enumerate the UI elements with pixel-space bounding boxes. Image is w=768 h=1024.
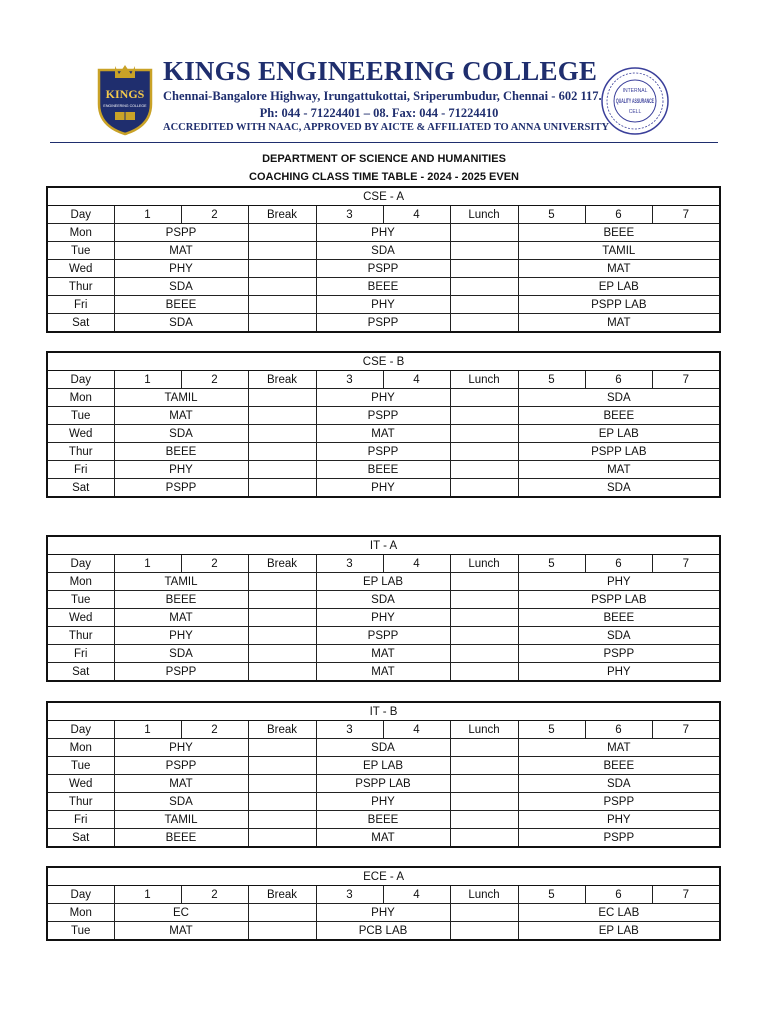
break-cell: [248, 922, 316, 941]
subject-cell: SDA: [316, 591, 450, 609]
table-row: [47, 829, 720, 848]
day-cell: Thur: [47, 627, 114, 645]
letterhead: [0, 56, 768, 146]
break-cell: [248, 443, 316, 461]
day-cell: Fri: [47, 811, 114, 829]
subject-cell: EC: [114, 904, 248, 922]
subject-cell: BEEE: [316, 811, 450, 829]
timetable-cse-a: [46, 186, 721, 333]
column-header: 7: [652, 886, 720, 904]
column-header: 5: [518, 555, 585, 573]
subject-cell: MAT: [114, 407, 248, 425]
subject-cell: SDA: [114, 793, 248, 811]
subject-cell: SDA: [518, 775, 720, 793]
break-cell: [450, 739, 518, 757]
column-header: Break: [248, 886, 316, 904]
break-cell: [450, 663, 518, 682]
table-row: [47, 739, 720, 757]
break-cell: [248, 591, 316, 609]
logo-text: KINGS: [105, 87, 145, 101]
column-header: 4: [383, 886, 450, 904]
break-cell: [450, 645, 518, 663]
break-cell: [450, 573, 518, 591]
subject-cell: PHY: [316, 224, 450, 242]
break-cell: [450, 443, 518, 461]
column-header: 5: [518, 371, 585, 389]
table-row: [47, 278, 720, 296]
seal-top-text: INTERNAL: [622, 88, 648, 94]
column-header: Lunch: [450, 721, 518, 739]
seal-bottom-text: CELL: [628, 109, 642, 115]
subject-cell: MAT: [518, 260, 720, 278]
subject-cell: TAMIL: [114, 389, 248, 407]
subject-cell: PHY: [114, 461, 248, 479]
day-cell: Thur: [47, 443, 114, 461]
table-row: [47, 793, 720, 811]
column-header: Day: [47, 721, 114, 739]
day-cell: Thur: [47, 278, 114, 296]
column-header: 6: [585, 555, 652, 573]
column-header: 7: [652, 555, 720, 573]
table-row: [47, 296, 720, 314]
subject-cell: EC LAB: [518, 904, 720, 922]
subject-cell: SDA: [518, 479, 720, 498]
column-header: 7: [652, 206, 720, 224]
column-header: 3: [316, 555, 383, 573]
subject-cell: MAT: [316, 829, 450, 848]
subject-cell: MAT: [518, 314, 720, 333]
subject-cell: MAT: [518, 461, 720, 479]
subject-cell: BEEE: [114, 829, 248, 848]
break-cell: [248, 479, 316, 498]
break-cell: [248, 757, 316, 775]
break-cell: [450, 224, 518, 242]
break-cell: [450, 278, 518, 296]
day-cell: Mon: [47, 224, 114, 242]
day-cell: Tue: [47, 407, 114, 425]
day-cell: Sat: [47, 829, 114, 848]
break-cell: [450, 609, 518, 627]
subject-cell: PHY: [316, 904, 450, 922]
column-header: 1: [114, 886, 181, 904]
subject-cell: SDA: [114, 645, 248, 663]
seal-main-text: QUALITY ASSURANCE: [616, 98, 655, 105]
subject-cell: BEEE: [518, 609, 720, 627]
subject-cell: PSPP: [316, 260, 450, 278]
day-cell: Wed: [47, 425, 114, 443]
break-cell: [248, 260, 316, 278]
table-row: [47, 425, 720, 443]
table-row: [47, 443, 720, 461]
column-header: 2: [181, 721, 248, 739]
subject-cell: PHY: [316, 296, 450, 314]
table-row: [47, 775, 720, 793]
break-cell: [450, 242, 518, 260]
column-header: 5: [518, 721, 585, 739]
subject-cell: PSPP: [114, 224, 248, 242]
break-cell: [248, 609, 316, 627]
college-crest-logo: [95, 62, 155, 136]
table-row: [47, 573, 720, 591]
break-cell: [450, 793, 518, 811]
subject-cell: MAT: [316, 645, 450, 663]
class-section-title: IT - B: [47, 702, 720, 721]
break-cell: [450, 922, 518, 941]
subject-cell: PSPP LAB: [518, 591, 720, 609]
subject-cell: TAMIL: [114, 811, 248, 829]
break-cell: [248, 425, 316, 443]
subject-cell: SDA: [518, 627, 720, 645]
subject-cell: PSPP: [316, 407, 450, 425]
break-cell: [248, 793, 316, 811]
column-header: Lunch: [450, 206, 518, 224]
break-cell: [248, 627, 316, 645]
subject-cell: MAT: [114, 609, 248, 627]
subject-cell: BEEE: [518, 407, 720, 425]
day-cell: Thur: [47, 793, 114, 811]
subject-cell: PSPP: [114, 663, 248, 682]
subject-cell: BEEE: [114, 591, 248, 609]
break-cell: [248, 829, 316, 848]
subject-cell: PHY: [316, 389, 450, 407]
table-row: [47, 609, 720, 627]
class-section-title: ECE - A: [47, 867, 720, 886]
subject-cell: PSPP: [518, 829, 720, 848]
table-row: [47, 260, 720, 278]
break-cell: [450, 904, 518, 922]
column-header: Day: [47, 886, 114, 904]
break-cell: [450, 829, 518, 848]
subject-cell: MAT: [316, 425, 450, 443]
break-cell: [248, 811, 316, 829]
timetable-title: COACHING CLASS TIME TABLE - 2024 - 2025 EVEN: [249, 171, 519, 183]
table-row: [47, 645, 720, 663]
subject-cell: PSPP LAB: [518, 443, 720, 461]
subject-cell: PSPP: [518, 793, 720, 811]
college-phone: Ph: 044 - 71224401 – 08. Fax: 044 - 71224410: [259, 106, 499, 120]
table-row: [47, 757, 720, 775]
subject-cell: PSPP: [114, 479, 248, 498]
subject-cell: PSPP: [316, 627, 450, 645]
break-cell: [248, 904, 316, 922]
break-cell: [450, 591, 518, 609]
department-title: DEPARTMENT OF SCIENCE AND HUMANITIES: [262, 153, 506, 165]
table-row: [47, 407, 720, 425]
subject-cell: PHY: [518, 573, 720, 591]
column-header: 3: [316, 721, 383, 739]
subject-cell: BEEE: [114, 296, 248, 314]
column-header: 5: [518, 886, 585, 904]
class-section-title: CSE - B: [47, 352, 720, 371]
college-address: Chennai-Bangalore Highway, Irungattukottai, Sriperumbudur, Chennai - 602 117.: [163, 89, 602, 103]
subject-cell: PHY: [114, 739, 248, 757]
column-header: 2: [181, 206, 248, 224]
table-row: [47, 904, 720, 922]
subject-cell: MAT: [114, 242, 248, 260]
table-row: [47, 591, 720, 609]
column-header: 2: [181, 555, 248, 573]
break-cell: [248, 224, 316, 242]
day-cell: Fri: [47, 645, 114, 663]
column-header: 6: [585, 371, 652, 389]
table-row: [47, 627, 720, 645]
header-row: [47, 886, 720, 904]
header-row: [47, 206, 720, 224]
header-divider: [50, 142, 718, 143]
timetable-it-a: [46, 535, 721, 682]
break-cell: [248, 663, 316, 682]
column-header: 7: [652, 721, 720, 739]
table-row: [47, 224, 720, 242]
subject-cell: PHY: [316, 793, 450, 811]
column-header: Lunch: [450, 886, 518, 904]
break-cell: [248, 573, 316, 591]
subject-cell: SDA: [518, 389, 720, 407]
day-cell: Mon: [47, 573, 114, 591]
break-cell: [450, 757, 518, 775]
day-cell: Tue: [47, 757, 114, 775]
subject-cell: TAMIL: [518, 242, 720, 260]
break-cell: [248, 242, 316, 260]
subject-cell: EP LAB: [518, 922, 720, 941]
table-row: [47, 461, 720, 479]
column-header: 3: [316, 371, 383, 389]
column-header: 6: [585, 206, 652, 224]
day-cell: Tue: [47, 591, 114, 609]
column-header: 6: [585, 886, 652, 904]
day-cell: Fri: [47, 461, 114, 479]
column-header: Break: [248, 721, 316, 739]
subject-cell: PHY: [518, 663, 720, 682]
college-name: KINGS ENGINEERING COLLEGE: [163, 56, 598, 86]
break-cell: [248, 314, 316, 333]
subject-cell: PSPP LAB: [316, 775, 450, 793]
table-row: [47, 242, 720, 260]
header-row: [47, 555, 720, 573]
subject-cell: BEEE: [316, 461, 450, 479]
table-row: [47, 389, 720, 407]
subject-cell: MAT: [114, 922, 248, 941]
subject-cell: MAT: [518, 739, 720, 757]
column-header: 1: [114, 371, 181, 389]
table-row: [47, 922, 720, 941]
break-cell: [248, 407, 316, 425]
break-cell: [248, 389, 316, 407]
timetable-cse-b: [46, 351, 721, 498]
column-header: 1: [114, 555, 181, 573]
day-cell: Sat: [47, 314, 114, 333]
subject-cell: PCB LAB: [316, 922, 450, 941]
subject-cell: BEEE: [316, 278, 450, 296]
class-section-title: CSE - A: [47, 187, 720, 206]
column-header: 2: [181, 371, 248, 389]
break-cell: [248, 296, 316, 314]
column-header: Day: [47, 371, 114, 389]
column-header: 3: [316, 206, 383, 224]
subject-cell: PHY: [518, 811, 720, 829]
subject-cell: PSPP: [316, 443, 450, 461]
logo-subtext: ENGINEERING COLLEGE: [103, 104, 147, 108]
break-cell: [248, 775, 316, 793]
day-cell: Fri: [47, 296, 114, 314]
break-cell: [450, 627, 518, 645]
subject-cell: SDA: [114, 314, 248, 333]
day-cell: Wed: [47, 260, 114, 278]
break-cell: [450, 314, 518, 333]
day-cell: Sat: [47, 479, 114, 498]
day-cell: Mon: [47, 739, 114, 757]
subject-cell: BEEE: [518, 757, 720, 775]
break-cell: [450, 389, 518, 407]
break-cell: [450, 479, 518, 498]
column-header: Lunch: [450, 555, 518, 573]
column-header: 4: [383, 721, 450, 739]
class-section-title: IT - A: [47, 536, 720, 555]
column-header: 4: [383, 371, 450, 389]
column-header: Break: [248, 206, 316, 224]
break-cell: [248, 645, 316, 663]
break-cell: [450, 461, 518, 479]
day-cell: Tue: [47, 922, 114, 941]
break-cell: [248, 461, 316, 479]
column-header: 4: [383, 206, 450, 224]
break-cell: [450, 811, 518, 829]
header-row: [47, 721, 720, 739]
break-cell: [248, 739, 316, 757]
column-header: 7: [652, 371, 720, 389]
subject-cell: PSPP: [316, 314, 450, 333]
header-row: [47, 371, 720, 389]
subject-cell: EP LAB: [518, 425, 720, 443]
break-cell: [450, 775, 518, 793]
subject-cell: EP LAB: [316, 573, 450, 591]
quality-assurance-seal: [600, 66, 670, 136]
subject-cell: PSPP LAB: [518, 296, 720, 314]
day-cell: Wed: [47, 775, 114, 793]
day-cell: Mon: [47, 389, 114, 407]
table-row: [47, 811, 720, 829]
break-cell: [248, 278, 316, 296]
column-header: 5: [518, 206, 585, 224]
table-row: [47, 314, 720, 333]
subject-cell: SDA: [316, 242, 450, 260]
subject-cell: PHY: [114, 627, 248, 645]
day-cell: Sat: [47, 663, 114, 682]
day-cell: Mon: [47, 904, 114, 922]
table-row: [47, 479, 720, 498]
subject-cell: MAT: [114, 775, 248, 793]
timetable-it-b: [46, 701, 721, 848]
column-header: Day: [47, 555, 114, 573]
subject-cell: SDA: [114, 425, 248, 443]
table-row: [47, 663, 720, 682]
subject-cell: EP LAB: [316, 757, 450, 775]
subject-cell: TAMIL: [114, 573, 248, 591]
column-header: Break: [248, 371, 316, 389]
subject-cell: BEEE: [114, 443, 248, 461]
day-cell: Tue: [47, 242, 114, 260]
column-header: 2: [181, 886, 248, 904]
subject-cell: EP LAB: [518, 278, 720, 296]
column-header: 1: [114, 721, 181, 739]
day-cell: Wed: [47, 609, 114, 627]
column-header: 1: [114, 206, 181, 224]
column-header: Lunch: [450, 371, 518, 389]
subject-cell: PSPP: [518, 645, 720, 663]
subject-cell: PHY: [316, 609, 450, 627]
column-header: Day: [47, 206, 114, 224]
subject-cell: BEEE: [518, 224, 720, 242]
column-header: Break: [248, 555, 316, 573]
break-cell: [450, 296, 518, 314]
column-header: 4: [383, 555, 450, 573]
subject-cell: MAT: [316, 663, 450, 682]
break-cell: [450, 407, 518, 425]
column-header: 3: [316, 886, 383, 904]
column-header: 6: [585, 721, 652, 739]
subject-cell: PHY: [316, 479, 450, 498]
subject-cell: PSPP: [114, 757, 248, 775]
break-cell: [450, 425, 518, 443]
subject-cell: SDA: [316, 739, 450, 757]
accreditation-line: ACCREDITED WITH NAAC, APPROVED BY AICTE & AFFILIATED TO ANNA UNIVERSITY: [163, 122, 610, 133]
subject-cell: SDA: [114, 278, 248, 296]
timetable-ece-a: [46, 866, 721, 941]
subject-cell: PHY: [114, 260, 248, 278]
break-cell: [450, 260, 518, 278]
